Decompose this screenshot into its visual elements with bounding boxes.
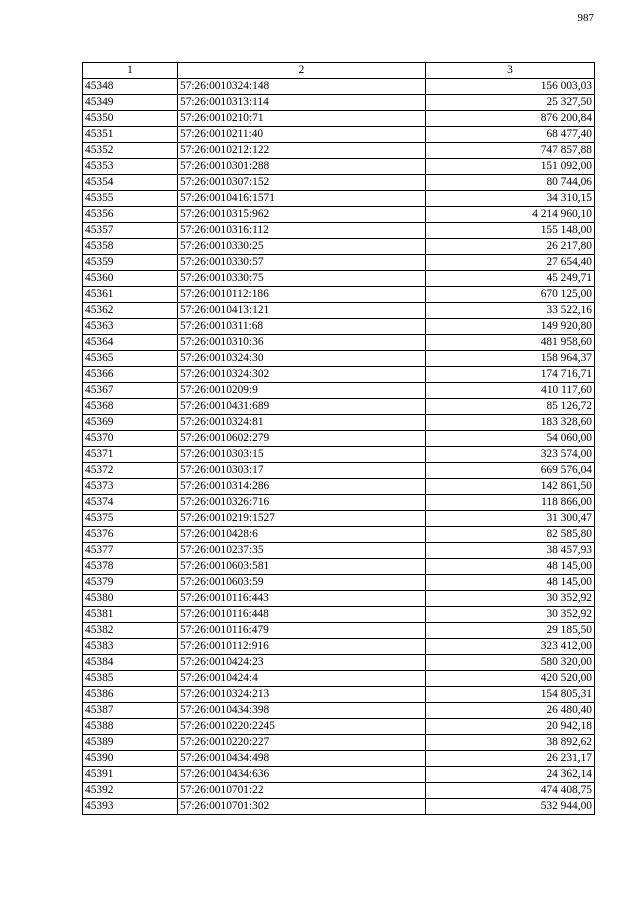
cadastral-number-cell: 57:26:0010112:916 bbox=[178, 639, 426, 655]
row-number-cell: 45369 bbox=[83, 415, 178, 431]
row-number-cell: 45387 bbox=[83, 703, 178, 719]
row-number-cell: 45361 bbox=[83, 287, 178, 303]
table-row bbox=[83, 399, 595, 415]
row-number-cell: 45353 bbox=[83, 159, 178, 175]
row-number-cell: 45379 bbox=[83, 575, 178, 591]
cadastral-number-cell: 57:26:0010416:1571 bbox=[178, 191, 426, 207]
table-row bbox=[83, 143, 595, 159]
value-cell: 30 352,92 bbox=[426, 607, 595, 623]
row-number-cell: 45374 bbox=[83, 495, 178, 511]
table-row bbox=[83, 239, 595, 255]
row-number-cell: 45349 bbox=[83, 95, 178, 111]
value-cell: 323 412,00 bbox=[426, 639, 595, 655]
value-cell: 156 003,03 bbox=[426, 79, 595, 95]
cadastral-number-cell: 57:26:0010324:213 bbox=[178, 687, 426, 703]
row-number-cell: 45382 bbox=[83, 623, 178, 639]
value-cell: 4 214 960,10 bbox=[426, 207, 595, 223]
cadastral-number-cell: 57:26:0010315:962 bbox=[178, 207, 426, 223]
table-row bbox=[83, 623, 595, 639]
cadastral-number-cell: 57:26:0010434:398 bbox=[178, 703, 426, 719]
cadastral-number-cell: 57:26:0010211:40 bbox=[178, 127, 426, 143]
row-number-cell: 45389 bbox=[83, 735, 178, 751]
row-number-cell: 45378 bbox=[83, 559, 178, 575]
cadastral-number-cell: 57:26:0010112:186 bbox=[178, 287, 426, 303]
table-row bbox=[83, 591, 595, 607]
row-number-cell: 45390 bbox=[83, 751, 178, 767]
table-row bbox=[83, 175, 595, 191]
value-cell: 142 861,50 bbox=[426, 479, 595, 495]
row-number-cell: 45357 bbox=[83, 223, 178, 239]
cadastral-number-cell: 57:26:0010310:36 bbox=[178, 335, 426, 351]
value-cell: 532 944,00 bbox=[426, 799, 595, 815]
row-number-cell: 45391 bbox=[83, 767, 178, 783]
table-row bbox=[83, 655, 595, 671]
row-number-cell: 45368 bbox=[83, 399, 178, 415]
value-cell: 149 920,80 bbox=[426, 319, 595, 335]
cadastral-number-cell: 57:26:0010324:81 bbox=[178, 415, 426, 431]
row-number-cell: 45352 bbox=[83, 143, 178, 159]
table-row bbox=[83, 159, 595, 175]
cadastral-number-cell: 57:26:0010603:581 bbox=[178, 559, 426, 575]
table-row bbox=[83, 111, 595, 127]
table-row bbox=[83, 431, 595, 447]
table-row bbox=[83, 95, 595, 111]
cadastral-number-cell: 57:26:0010428:6 bbox=[178, 527, 426, 543]
cadastral-number-cell: 57:26:0010326:716 bbox=[178, 495, 426, 511]
row-number-cell: 45350 bbox=[83, 111, 178, 127]
table-row bbox=[83, 383, 595, 399]
row-number-cell: 45380 bbox=[83, 591, 178, 607]
table-header-row bbox=[83, 63, 595, 79]
value-cell: 420 520,00 bbox=[426, 671, 595, 687]
value-cell: 34 310,15 bbox=[426, 191, 595, 207]
row-number-cell: 45360 bbox=[83, 271, 178, 287]
value-cell: 48 145,00 bbox=[426, 559, 595, 575]
row-number-cell: 45386 bbox=[83, 687, 178, 703]
cadastral-number-cell: 57:26:0010311:68 bbox=[178, 319, 426, 335]
table-row bbox=[83, 671, 595, 687]
cadastral-number-cell: 57:26:0010330:25 bbox=[178, 239, 426, 255]
cadastral-number-cell: 57:26:0010307:152 bbox=[178, 175, 426, 191]
value-cell: 670 125,00 bbox=[426, 287, 595, 303]
row-number-cell: 45358 bbox=[83, 239, 178, 255]
row-number-cell: 45367 bbox=[83, 383, 178, 399]
row-number-cell: 45381 bbox=[83, 607, 178, 623]
table-row bbox=[83, 447, 595, 463]
value-cell: 158 964,37 bbox=[426, 351, 595, 367]
value-cell: 45 249,71 bbox=[426, 271, 595, 287]
value-cell: 85 126,72 bbox=[426, 399, 595, 415]
table-row bbox=[83, 319, 595, 335]
value-cell: 68 477,40 bbox=[426, 127, 595, 143]
cadastral-number-cell: 57:26:0010210:71 bbox=[178, 111, 426, 127]
value-cell: 481 958,60 bbox=[426, 335, 595, 351]
cadastral-number-cell: 57:26:0010116:443 bbox=[178, 591, 426, 607]
row-number-cell: 45355 bbox=[83, 191, 178, 207]
value-cell: 30 352,92 bbox=[426, 591, 595, 607]
cadastral-number-cell: 57:26:0010316:112 bbox=[178, 223, 426, 239]
value-cell: 82 585,80 bbox=[426, 527, 595, 543]
row-number-cell: 45359 bbox=[83, 255, 178, 271]
row-number-cell: 45371 bbox=[83, 447, 178, 463]
table-row bbox=[83, 191, 595, 207]
cadastral-number-cell: 57:26:0010701:22 bbox=[178, 783, 426, 799]
cadastral-number-cell: 57:26:0010324:302 bbox=[178, 367, 426, 383]
cadastral-number-cell: 57:26:0010603:59 bbox=[178, 575, 426, 591]
value-cell: 25 327,50 bbox=[426, 95, 595, 111]
table-row bbox=[83, 255, 595, 271]
row-number-cell: 45388 bbox=[83, 719, 178, 735]
cadastral-number-cell: 57:26:0010424:4 bbox=[178, 671, 426, 687]
cadastral-number-cell: 57:26:0010220:227 bbox=[178, 735, 426, 751]
value-cell: 38 457,93 bbox=[426, 543, 595, 559]
table-row bbox=[83, 335, 595, 351]
row-number-cell: 45364 bbox=[83, 335, 178, 351]
table-row bbox=[83, 207, 595, 223]
registry-table bbox=[82, 62, 595, 815]
table-row bbox=[83, 639, 595, 655]
cadastral-number-cell: 57:26:0010212:122 bbox=[178, 143, 426, 159]
table-row bbox=[83, 559, 595, 575]
table-row bbox=[83, 223, 595, 239]
row-number-cell: 45356 bbox=[83, 207, 178, 223]
table-row bbox=[83, 687, 595, 703]
cadastral-number-cell: 57:26:0010413:121 bbox=[178, 303, 426, 319]
value-cell: 151 092,00 bbox=[426, 159, 595, 175]
row-number-cell: 45373 bbox=[83, 479, 178, 495]
row-number-cell: 45384 bbox=[83, 655, 178, 671]
table-row bbox=[83, 543, 595, 559]
table-row bbox=[83, 479, 595, 495]
row-number-cell: 45370 bbox=[83, 431, 178, 447]
table-row bbox=[83, 735, 595, 751]
table-row bbox=[83, 799, 595, 815]
cadastral-number-cell: 57:26:0010431:689 bbox=[178, 399, 426, 415]
column-header-2: 2 bbox=[178, 63, 426, 79]
row-number-cell: 45383 bbox=[83, 639, 178, 655]
cadastral-number-cell: 57:26:0010303:17 bbox=[178, 463, 426, 479]
cadastral-number-cell: 57:26:0010330:75 bbox=[178, 271, 426, 287]
row-number-cell: 45385 bbox=[83, 671, 178, 687]
cadastral-number-cell: 57:26:0010434:498 bbox=[178, 751, 426, 767]
value-cell: 38 892,62 bbox=[426, 735, 595, 751]
value-cell: 20 942,18 bbox=[426, 719, 595, 735]
row-number-cell: 45375 bbox=[83, 511, 178, 527]
table-row bbox=[83, 767, 595, 783]
row-number-cell: 45366 bbox=[83, 367, 178, 383]
table-row bbox=[83, 351, 595, 367]
cadastral-number-cell: 57:26:0010303:15 bbox=[178, 447, 426, 463]
value-cell: 29 185,50 bbox=[426, 623, 595, 639]
row-number-cell: 45372 bbox=[83, 463, 178, 479]
value-cell: 54 060,00 bbox=[426, 431, 595, 447]
cadastral-number-cell: 57:26:0010301:288 bbox=[178, 159, 426, 175]
table-row bbox=[83, 495, 595, 511]
table-row bbox=[83, 127, 595, 143]
value-cell: 31 300,47 bbox=[426, 511, 595, 527]
table-row bbox=[83, 783, 595, 799]
cadastral-number-cell: 57:26:0010330:57 bbox=[178, 255, 426, 271]
table-row bbox=[83, 79, 595, 95]
row-number-cell: 45362 bbox=[83, 303, 178, 319]
value-cell: 118 866,00 bbox=[426, 495, 595, 511]
value-cell: 48 145,00 bbox=[426, 575, 595, 591]
value-cell: 80 744,06 bbox=[426, 175, 595, 191]
row-number-cell: 45354 bbox=[83, 175, 178, 191]
table-row bbox=[83, 703, 595, 719]
row-number-cell: 45393 bbox=[83, 799, 178, 815]
table-row bbox=[83, 527, 595, 543]
cadastral-number-cell: 57:26:0010324:30 bbox=[178, 351, 426, 367]
cadastral-number-cell: 57:26:0010313:114 bbox=[178, 95, 426, 111]
row-number-cell: 45351 bbox=[83, 127, 178, 143]
table-row bbox=[83, 287, 595, 303]
table-row bbox=[83, 607, 595, 623]
row-number-cell: 45392 bbox=[83, 783, 178, 799]
value-cell: 155 148,00 bbox=[426, 223, 595, 239]
column-header-1: 1 bbox=[83, 63, 178, 79]
cadastral-number-cell: 57:26:0010424:23 bbox=[178, 655, 426, 671]
table-row bbox=[83, 367, 595, 383]
value-cell: 747 857,88 bbox=[426, 143, 595, 159]
cadastral-number-cell: 57:26:0010324:148 bbox=[178, 79, 426, 95]
value-cell: 876 200,84 bbox=[426, 111, 595, 127]
cadastral-number-cell: 57:26:0010701:302 bbox=[178, 799, 426, 815]
value-cell: 669 576,04 bbox=[426, 463, 595, 479]
value-cell: 26 231,17 bbox=[426, 751, 595, 767]
value-cell: 410 117,60 bbox=[426, 383, 595, 399]
cadastral-number-cell: 57:26:0010116:448 bbox=[178, 607, 426, 623]
cadastral-number-cell: 57:26:0010314:286 bbox=[178, 479, 426, 495]
cadastral-number-cell: 57:26:0010209:9 bbox=[178, 383, 426, 399]
value-cell: 24 362,14 bbox=[426, 767, 595, 783]
table-row bbox=[83, 271, 595, 287]
table-row bbox=[83, 463, 595, 479]
value-cell: 26 480,40 bbox=[426, 703, 595, 719]
value-cell: 27 654,40 bbox=[426, 255, 595, 271]
cadastral-number-cell: 57:26:0010434:636 bbox=[178, 767, 426, 783]
cadastral-number-cell: 57:26:0010219:1527 bbox=[178, 511, 426, 527]
table-body bbox=[83, 79, 595, 815]
row-number-cell: 45377 bbox=[83, 543, 178, 559]
table-row bbox=[83, 303, 595, 319]
value-cell: 183 328,60 bbox=[426, 415, 595, 431]
cadastral-number-cell: 57:26:0010237:35 bbox=[178, 543, 426, 559]
page-number: 987 bbox=[577, 12, 594, 24]
value-cell: 323 574,00 bbox=[426, 447, 595, 463]
cadastral-number-cell: 57:26:0010220:2245 bbox=[178, 719, 426, 735]
value-cell: 33 522,16 bbox=[426, 303, 595, 319]
value-cell: 154 805,31 bbox=[426, 687, 595, 703]
table-row bbox=[83, 751, 595, 767]
value-cell: 580 320,00 bbox=[426, 655, 595, 671]
table-row bbox=[83, 575, 595, 591]
row-number-cell: 45365 bbox=[83, 351, 178, 367]
column-header-3: 3 bbox=[426, 63, 595, 79]
cadastral-number-cell: 57:26:0010116:479 bbox=[178, 623, 426, 639]
table-row bbox=[83, 415, 595, 431]
cadastral-number-cell: 57:26:0010602:279 bbox=[178, 431, 426, 447]
row-number-cell: 45363 bbox=[83, 319, 178, 335]
table-row bbox=[83, 719, 595, 735]
value-cell: 26 217,80 bbox=[426, 239, 595, 255]
row-number-cell: 45376 bbox=[83, 527, 178, 543]
table-row bbox=[83, 511, 595, 527]
value-cell: 174 716,71 bbox=[426, 367, 595, 383]
value-cell: 474 408,75 bbox=[426, 783, 595, 799]
row-number-cell: 45348 bbox=[83, 79, 178, 95]
